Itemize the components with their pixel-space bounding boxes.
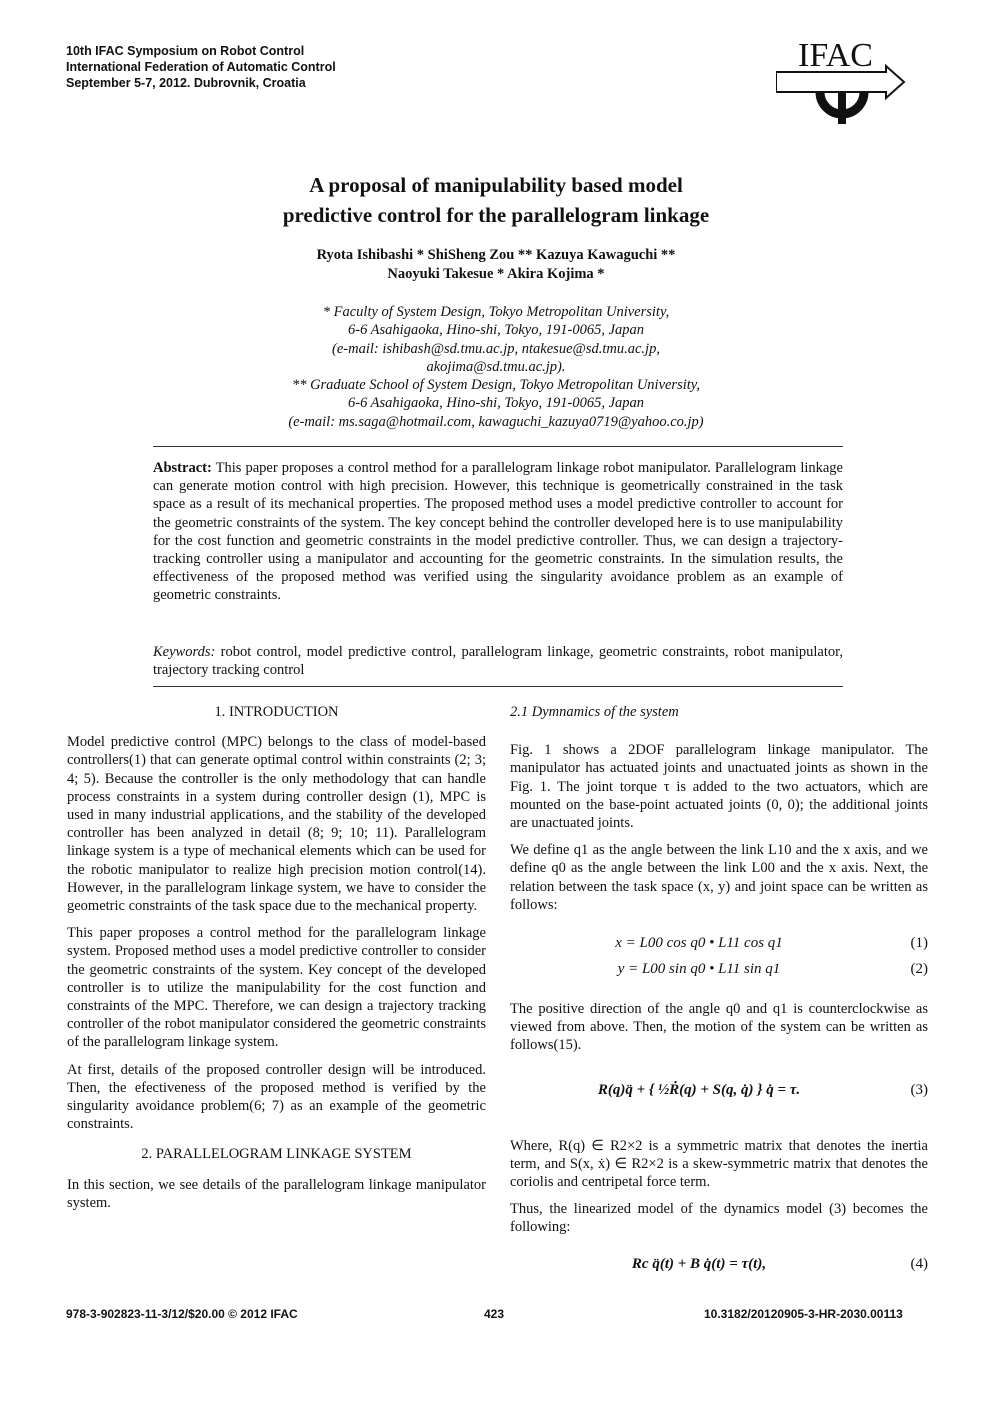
equation-3-number: (3)	[910, 1081, 928, 1098]
paragraph: At first, details of the proposed controller design will be introduced. Then, the efectiveness of the proposed method is verified by the singularity avoidance problem(6; 7) as an example of the geometric constraints.	[67, 1061, 486, 1133]
paragraph: The positive direction of the angle q0 and q1 is counterclockwise as viewed from above. Then, the motion of the system can be written as follows(15).	[510, 1001, 928, 1054]
abstract	[153, 459, 843, 605]
header-line-2: International Federation of Automatic Control	[66, 60, 336, 74]
right-column	[510, 703, 928, 1281]
equation-2-math: y = L00 sin q0 • L11 sin q1	[617, 961, 781, 978]
affiliations	[150, 303, 842, 431]
affil-line: ** Graduate School of System Design, Tokyo Metropolitan University,	[291, 377, 701, 394]
page-number: 423	[484, 1307, 505, 1321]
logo-text: IFAC	[798, 38, 873, 74]
conference-header	[66, 43, 336, 91]
authors-line-2: Naoyuki Takesue * Akira Kojima *	[387, 266, 605, 282]
affil-line: 6-6 Asahigaoka, Hino-shi, Tokyo, 191-0065, Japan	[347, 395, 645, 412]
abstract-text: This paper proposes a control method for a parallelogram linkage robot manipulator. Parallelogram linkage can generate motion control with high precision. However, this technique is geometrically constrained in the task space as a result of its mechanical properties. The proposed method uses a model predictive controller to account for the geometric constraints of the system. The key concept behind the controller developed here is to use manipulability for the cost function and geometric constraints in the model predictive controller. Thus, we can design a trajectory-tracking controller using a manipulator and accounting for the geometric constraints. In the simulation results, the effectiveness of the proposed method was verified using the singularity avoidance problem as an example of geometric constraints.	[153, 460, 843, 604]
equation-1-math: x = L00 cos q0 • L11 cos q1	[615, 935, 783, 952]
paragraph: Thus, the linearized model of the dynamics model (3) becomes the following:	[510, 1201, 928, 1236]
paragraph: Where, R(q) ∈ R2×2 is a symmetric matrix that denotes the inertia term, and S(x, ẋ) ∈ R2×2 is a skew-symmetric matrix that denotes the coriolis and centripetal force term.	[510, 1137, 928, 1191]
affil-line: (e-mail: ishibash@sd.tmu.ac.jp, ntakesue@sd.tmu.ac.jp,	[332, 340, 660, 357]
equation-1	[510, 934, 928, 960]
equation-1-number: (1)	[910, 935, 928, 952]
equation-3	[510, 1081, 928, 1111]
divider-top	[153, 446, 843, 447]
subsection-heading: 2.1 Dymnamics of the system	[510, 704, 679, 720]
divider-bottom	[153, 686, 843, 687]
equation-4-math: Rc q̈(t) + B q̇(t) = τ(t),	[631, 1255, 767, 1272]
equation-3-math: R(q)q̈ + { ½Ṙ(q) + S(q, q̇) } q̇ = τ.	[597, 1081, 801, 1098]
header-line-1: 10th IFAC Symposium on Robot Control	[66, 44, 305, 58]
affil-line: * Faculty of System Design, Tokyo Metropolitan University,	[322, 304, 670, 320]
affil-line: (e-mail: ms.saga@hotmail.com, kawaguchi_kazuya0719@yahoo.co.jp)	[288, 413, 704, 430]
keywords	[153, 643, 843, 679]
left-column	[67, 703, 486, 1221]
equation-2-number: (2)	[910, 961, 928, 978]
footer-doi: 10.3182/20120905-3-HR-2030.00113	[704, 1307, 903, 1321]
title-line-2: predictive control for the parallelogram linkage	[282, 203, 710, 227]
affil-line: 6-6 Asahigaoka, Hino-shi, Tokyo, 191-0065, Japan	[347, 322, 645, 339]
paragraph: In this section, we see details of the parallelogram linkage manipulator system.	[67, 1176, 486, 1211]
paragraph: We define q1 as the angle between the link L10 and the x axis, and we define q0 as the angle between the link L00 and the x axis. Next, the relation between the task space (x, y) and joint space can be written as follows:	[510, 842, 928, 913]
paragraph: Model predictive control (MPC) belongs to the class of model-based controllers(1) that can generate optimal control within constraints (2; 3; 4; 5). Because the controller is the only methodology that can handle process constraints in a system during controller design (1), MPC is used in many industrial applications, and the stability of the developed controller has been analyzed in detail (8; 9; 10; 11). Parallelogram linkage system is a type of mechanical elements which can be used for the robotic manipulator to realize high precision motion control(14). However, in the parallelogram linkage system, we have to consider the geometric constraints of the task space due to the mechanical property.	[67, 734, 486, 915]
equation-4	[510, 1255, 928, 1281]
authors-line-1: Ryota Ishibashi * ShiSheng Zou ** Kazuya Kawaguchi **	[316, 247, 676, 263]
footer-isbn: 978-3-902823-11-3/12/$20.00 © 2012 IFAC	[66, 1307, 298, 1321]
paragraph: This paper proposes a control method for the parallelogram linkage system. Proposed method uses a model predictive controller to consider the geometric constraints of the system. Key concept of the developed controller is to utilize the manipulability for the cost function and constraints of the MPC. Therefore, we can design a trajectory tracking controller of the robot manipulator considered the geometric constraints of the parallelogram linkage system.	[67, 925, 486, 1051]
equation-2	[510, 960, 928, 986]
section-heading-parallelogram: 2. PARALLELOGRAM LINKAGE SYSTEM	[141, 1146, 412, 1163]
paper-title	[150, 170, 842, 230]
abstract-label: Abstract:	[153, 460, 212, 476]
keywords-label: Keywords:	[153, 644, 216, 660]
equation-4-number: (4)	[910, 1255, 928, 1272]
ifac-logo-icon	[776, 38, 911, 128]
section-heading-introduction: 1. INTRODUCTION	[214, 704, 339, 720]
header-line-3: September 5-7, 2012. Dubrovnik, Croatia	[66, 76, 306, 90]
affil-line: akojima@sd.tmu.ac.jp).	[426, 358, 566, 375]
keywords-text: robot control, model predictive control, parallelogram linkage, geometric constraints, robot manipulator, trajectory tracking control	[153, 644, 844, 679]
author-list	[150, 246, 842, 284]
ifac-logo	[776, 38, 911, 128]
paragraph: Fig. 1 shows a 2DOF parallelogram linkage manipulator. The manipulator has actuated joints and unactuated joints as shown in the Fig. 1. The joint torque τ is added to the two actuators, which are mounted on the base-point actuated joints (0, 0); the additional joints are unactuated joints.	[510, 742, 928, 832]
title-line-1: A proposal of manipulability based model	[309, 173, 683, 197]
